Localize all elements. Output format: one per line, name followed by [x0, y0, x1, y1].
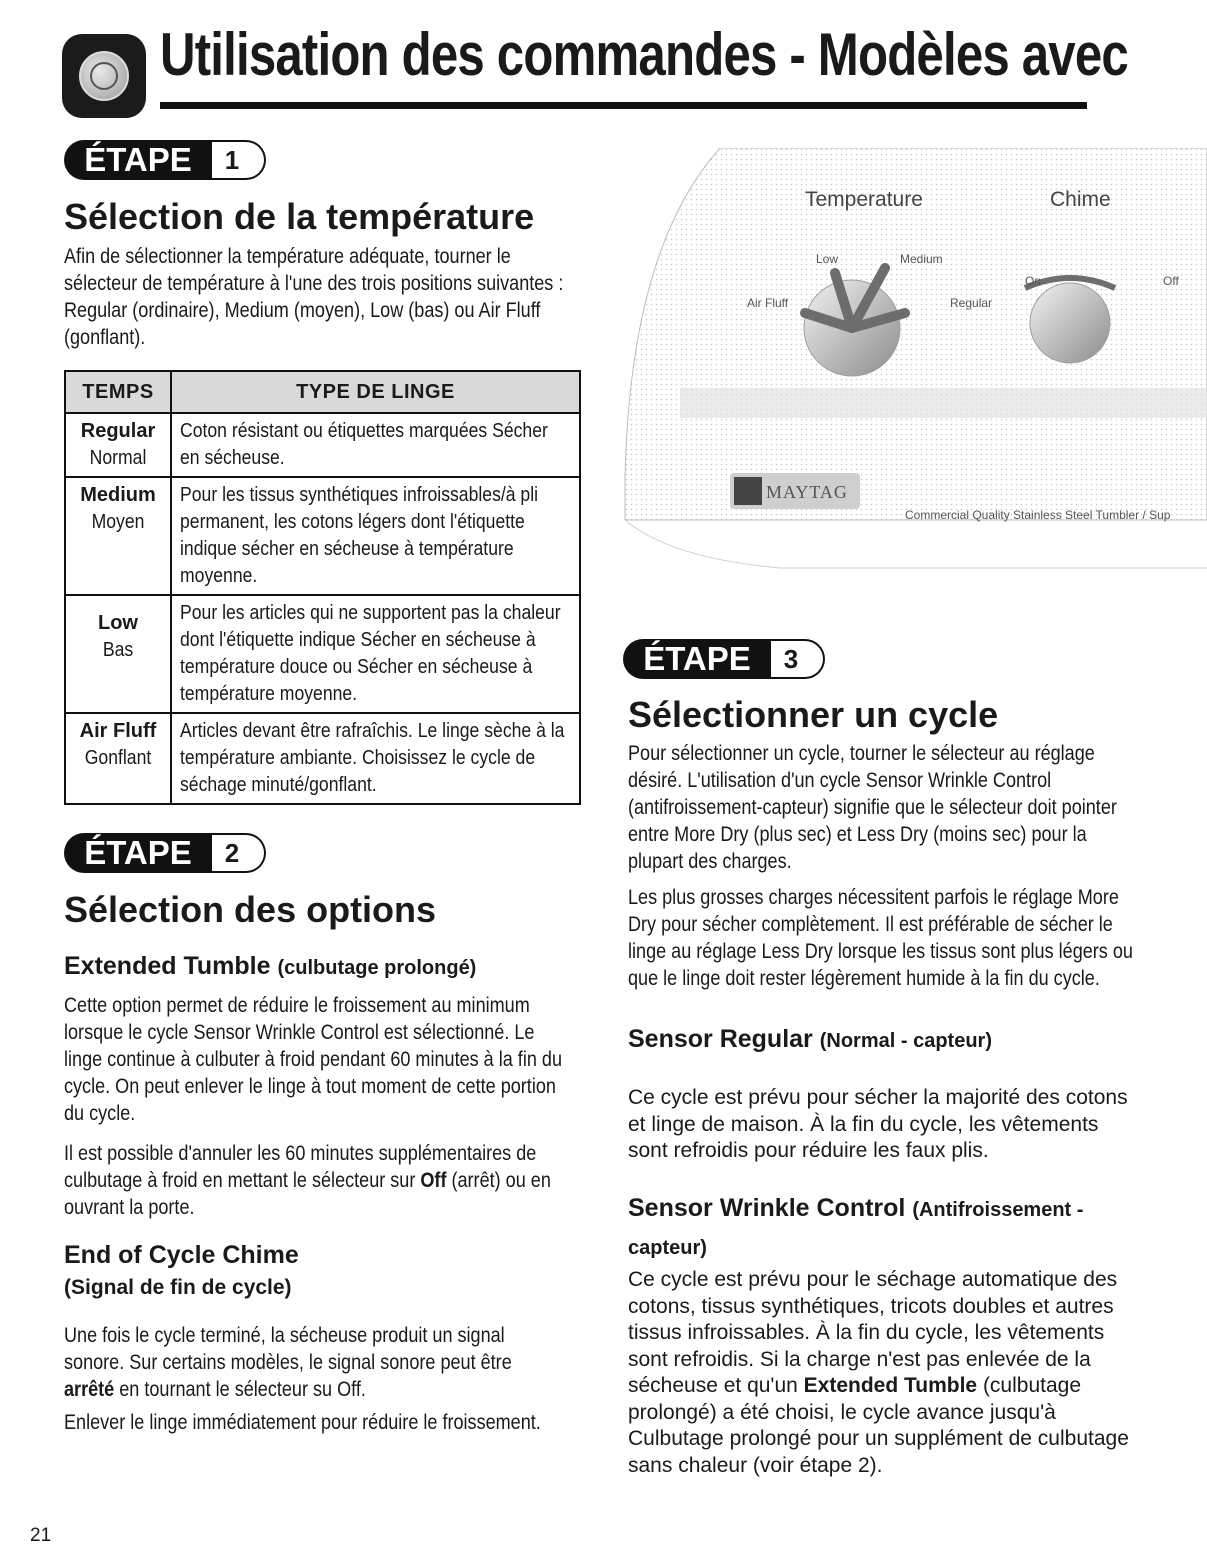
panel-tagline: Commercial Quality Stainless Steel Tumbler / Sup — [905, 508, 1171, 522]
step3-p2: Les plus grosses charges nécessitent parfois le réglage More Dry pour sécher complètement. Il est préférable de sécher le linge au réglage Less Dry lorsque les tissus sont plus légers ou que le linge doit rester légèrement humide à la fin du cycle. — [628, 886, 1133, 990]
panel-regular-label: Regular — [950, 296, 993, 310]
step-badge-label: ÉTAPE — [64, 833, 212, 873]
sensor-wrinkle-text — [628, 1267, 1143, 1479]
step1-title: Sélection de la température — [64, 196, 535, 237]
chime-p1 — [64, 1322, 563, 1403]
row-desc: Pour les tissus synthétiques infroissables/à pli permanent, les cotons légers dont l'étiquette indique sécher en sécheuse à température moyenne. — [180, 484, 539, 587]
step-number: 1 — [200, 140, 266, 180]
panel-low-label: Low — [816, 252, 839, 266]
text: Une fois le cycle terminé, la sécheuse produit un signal sonore. Sur certains modèles, le signal sonore peut être — [64, 1324, 512, 1374]
panel-drawing — [620, 148, 1207, 588]
panel-brand-logo: MAYTAG — [766, 482, 848, 502]
chime-knob — [1030, 283, 1110, 363]
heading-fr: (culbutage prolongé) — [277, 957, 477, 979]
table-row — [65, 595, 580, 713]
sensor-regular-text: Ce cycle est prévu pour sécher la majorité des cotons et linge de maison. À la fin du cycle, les vêtements sont refroidis pour réduire les faux plis. — [628, 1086, 1128, 1162]
table-row — [65, 713, 580, 804]
table-header: TEMPS — [65, 371, 171, 413]
step3-p1: Pour sélectionner un cycle, tourner le sélecteur au réglage désiré. L'utilisation d'un cycle Sensor Wrinkle Control (antifroissement-capteur) signifie que le sélecteur doit pointer entre More Dry (plus sec) et Less Dry (moins sec) pour la plupart des charges. — [628, 742, 1117, 873]
step-number: 2 — [200, 833, 266, 873]
text: en tournant le sélecteur su Off. — [114, 1378, 366, 1401]
table-row — [65, 477, 580, 595]
chime-p2: Enlever le linge immédiatement pour réduire le froissement. — [64, 1411, 541, 1434]
text: (arrêt) ou en ouvrant la porte. — [64, 1169, 551, 1219]
panel-on-label: On — [1025, 274, 1042, 288]
text: (culbutage prolongé) a été choisi, le cycle avance jusqu'à Culbutage prolongé pour un supplément de culbutage sans chaleur (voir étape 2). — [628, 1374, 1129, 1477]
row-name: Air Fluff — [79, 720, 157, 742]
extended-tumble-p2 — [64, 1140, 563, 1221]
row-name: Low — [98, 612, 138, 634]
temperature-table — [64, 370, 581, 805]
step1-intro: Afin de sélectionner la température adéquate, tourner le sélecteur de température à l'une des trois positions suivantes : Regular (ordinaire), Medium (moyen), Low (bas) ou Air Fluff (gonflant). — [64, 245, 564, 349]
sensor-wrinkle-heading — [628, 1190, 1158, 1266]
control-panel-illustration — [620, 148, 1207, 588]
row-desc: Articles devant être rafraîchis. Le linge sèche à la température ambiante. Choisissez le cycle de séchage minuté/gonflant. — [180, 720, 565, 796]
heading-en: Sensor Wrinkle Control — [628, 1194, 906, 1222]
chime-heading: End of Cycle Chime — [64, 1241, 299, 1269]
text: Il est possible d'annuler les 60 minutes supplémentaires de culbutage à froid en mettant le sélecteur sur — [64, 1142, 537, 1192]
sensor-regular-heading — [628, 1025, 992, 1054]
row-name: Regular — [80, 420, 156, 442]
panel-off-label: Off — [1163, 274, 1179, 288]
panel-medium-label: Medium — [900, 252, 943, 266]
panel-air-fluff-label: Air Fluff — [747, 296, 789, 310]
step-badge-label: ÉTAPE — [64, 140, 212, 180]
step2-title: Sélection des options — [64, 889, 437, 930]
row-desc: Pour les articles qui ne supportent pas la chaleur dont l'étiquette indique Sécher en sécheuse à température douce ou Sécher en sécheuse à température moyenne. — [180, 602, 561, 705]
row-name-fr: Gonflant — [84, 747, 152, 769]
step-badge-label: ÉTAPE — [623, 639, 771, 679]
row-name: Medium — [80, 484, 156, 506]
row-name-fr: Normal — [89, 447, 147, 469]
chime-heading-fr: (Signal de fin de cycle) — [64, 1276, 292, 1299]
heading-en: Sensor Regular — [628, 1025, 813, 1053]
row-name-fr: Bas — [102, 639, 134, 661]
row-desc: Coton résistant ou étiquettes marquées Sécher en sécheuse. — [180, 420, 548, 469]
heading-fr: (Normal - capteur) — [819, 1030, 992, 1052]
table-header: TYPE DE LINGE — [171, 371, 580, 413]
dial-icon — [62, 34, 146, 118]
heading-fr: (Antifroissement - capteur) — [628, 1199, 1084, 1259]
panel-chime-label: Chime — [1050, 188, 1111, 211]
table-row — [65, 413, 580, 477]
text: Ce cycle est prévu pour le séchage automatique des cotons, tissus synthétiques, tricots doubles et autres tissus infroissables. À la fin du cycle, les vêtements sont refroidis. Si la charge n'est pas enlevée de la sécheuse et qu'un — [628, 1268, 1118, 1397]
row-name-fr: Moyen — [91, 511, 145, 533]
header-rule — [160, 102, 1087, 109]
bold-text: Off — [420, 1169, 447, 1192]
extended-tumble-p1: Cette option permet de réduire le froissement au minimum lorsque le cycle Sensor Wrinkle Control est sélectionné. Le linge continue à culbuter à froid pendant 60 minutes à la fin du cycle. On peut enlever le linge à tout moment de cette portion du cycle. — [64, 994, 562, 1125]
heading-en: Extended Tumble — [64, 952, 271, 980]
step-number: 3 — [759, 639, 825, 679]
bold-text: arrêté — [64, 1378, 115, 1401]
page-title: Utilisation des commandes - Modèles avec — [160, 21, 1128, 88]
step3-title: Sélectionner un cycle — [628, 694, 999, 735]
bold-text: Extended Tumble — [803, 1374, 978, 1397]
page-number: 21 — [30, 1525, 52, 1546]
extended-tumble-heading — [64, 952, 476, 981]
panel-temperature-label: Temperature — [805, 188, 923, 211]
